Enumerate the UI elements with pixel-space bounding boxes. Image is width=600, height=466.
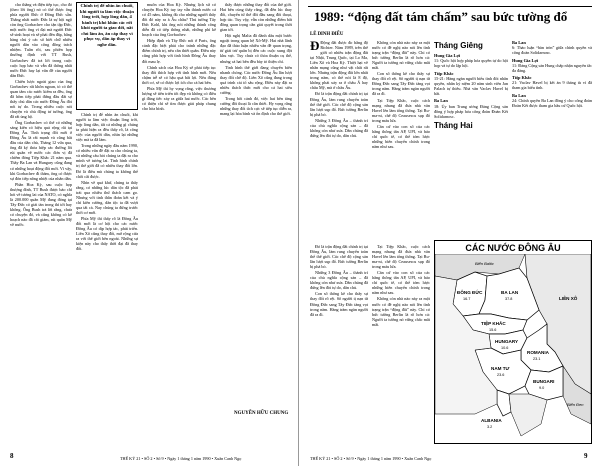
country-label-bulgaria: BUNGARI bbox=[533, 379, 555, 384]
entry-text: 11: Đảng Cộng sản Hung chấp nhận nguyên tắc đa đảng. bbox=[512, 62, 592, 73]
paragraph: Căn cứ vào con số của các hãng thông tấn AP, UPI, và báo chí quốc tế, có thể tóm lược những biến chuyển chính trong năm như sau. bbox=[372, 123, 430, 149]
paragraph: muốn cùa Hoa Kỳ. Nhưng lịch sử có chuyện Hoa Kỳ tuy tay vẫn thành nước cả có 45 năm, không đủ cho những người thấy đôi đó này ra à Âu chầu? Thủ tướng Tây Đức Kohl, khi ông nói những thành công diễn đã có tiếp thông nhất, những phí kế hoạch của ông Gorbachev. bbox=[142, 2, 216, 38]
month-heading: Tháng Hai bbox=[434, 120, 473, 130]
header-rule bbox=[308, 6, 592, 7]
paragraph: Nhìn về quá khứ, chúng ta thấy rằng, có những lúc dân tộc đã phải trải qua nhiều thử thách cam go. Nhưng với tinh thần đoàn kết và ý chí kiên cường, dân tộc ta đã vượt qua tất cả. Nay chúng ta đứng trước thời cơ mới. bbox=[76, 179, 138, 215]
population-yugoslavia: 23.6 bbox=[497, 373, 505, 377]
entry-text: 18: Ủy ban Trung ương Đảng Cộng sản đồng ý hợp pháp hóa công đoàn Đoàn Kết Solidarnosc. bbox=[434, 103, 508, 119]
population-romania: 23.1 bbox=[533, 357, 541, 361]
entry-text: 6: Thảo luận “bàn tròn” giữa chính quyền và công đoàn Solidarnosc. bbox=[512, 45, 592, 56]
paragraph: Chính sách của Hoa Kỳ sẽ phải tiếp tục thay đổi thích hợp với tình hình mới. Nếu chậm trễ sẽ có hậu quả bất lợi. Nếu đúng thời cơ, sẽ có được lợi ích cho cả hai bên. bbox=[142, 64, 216, 85]
paragraph: Đó là trận động đất chính trị tại Đông Âu, làm rung chuyển toàn thể thế giới. Các chế độ cộng sản lần lượt sụp đổ. Bức tường Berlin bị phá bỏ. bbox=[310, 91, 368, 117]
left-col-4 bbox=[220, 2, 292, 407]
country-label-czechoslovakia: TIỆP KHẮC bbox=[481, 321, 506, 326]
entry-place: Ba Lan bbox=[512, 92, 526, 98]
article-col-1-lower bbox=[310, 244, 368, 444]
left-col-2 bbox=[76, 112, 138, 444]
country-label-poland: BA LAN bbox=[501, 290, 519, 295]
entry-place: Ba Lan bbox=[434, 98, 448, 104]
paragraph: Phía Mỹ thì thấy rõ là Đông Âu đổi mới là cơ hội cho các nước Đông Âu có dịp hợp tác, phát triển. Liên Xô cũng thay đổi, mở rộng cửa ra với thế giới bên ngoài. Những sự kiện này cho thấy thời đại đã thay đổi. bbox=[76, 215, 138, 252]
entry-text: 11: Quốc hội hợp pháp hóa quyền tự do hội họp và tự do lập hội. bbox=[434, 58, 508, 69]
left-col-3 bbox=[142, 2, 216, 444]
paragraph: Những 3 Đông Âu – thành trì của chủ nghĩa cộng sản – đã không còn như xưa. Dân chúng đã đứng lên đòi tự do, dân chủ. bbox=[310, 117, 368, 138]
paragraph: cho thắng và điện tiếp tục, cho đó (theo lời ông) nó có thể được ông phía người Đức ở Đông Đức sẵn. Thắng nhất nước Đức là sự hội ngộ còn ông Gorbachev cho tận tập Đức, một nước ông vì đại mà người Đức sẽ sinh hoạt và sẽ phải đến đấp, bằng hàng chủ ý các số biết chữ nhiều người dân vào công đồng trách nhiệm. Tuần rồi, sau phiên họp thường định với TT Bush, Gorbachev đã trả lời trong cuộc cuộc họp báo và vẫn đã thống nhất nước Đức hay lại vấn đề của người dân Đức. bbox=[10, 2, 72, 78]
paragraph: Tại Tiệp Khắc, cuộc cách mạng nhung đã đưa nhà văn Havel lên làm tổng thống. Tại Ru-ma-ni, chế độ Ceausescu sụp đổ trong máu lửa. bbox=[372, 244, 430, 270]
entry-place: Hung Gia Lợi bbox=[512, 57, 539, 63]
paragraph: Trong bối cảnh đó, việc hai bên tăng cường đối thoại là cần thiết. Hy vọng rằng những thay đổi tích cực sẽ tiếp tục diễn ra, mang lại hòa bình và ổn định cho thế giới. bbox=[220, 95, 292, 116]
paragraph: Không còn nhà nào này ra một nước có đề nghị nào nói lên tình trạng trận “động đất” này. Chỉ có bức tường Berlin là rõ hơn cả: Người ta tưởng nó vững chắc mãi mãi. bbox=[372, 296, 430, 327]
page-number: 9 bbox=[584, 452, 588, 460]
entry-text: 24: Chính quyền Ba Lan đồng ý cho công đoàn Đoàn Kết được tham gia bầu cử Quốc hội. bbox=[512, 97, 592, 108]
country-label-ussr: LIÊN XÔ bbox=[559, 296, 578, 301]
sea-label-baltic: Biển Baltic bbox=[475, 261, 494, 266]
drop-cap: Đ bbox=[310, 40, 320, 53]
article-col-2 bbox=[372, 40, 430, 240]
entry-place: Tiệp Khắc bbox=[512, 75, 532, 80]
page-footer: THẾ KỶ 21 • SỐ 2 • Số 9 • Ngày 1 tháng 1 năm 1990 • Xuân Canh Ngọ bbox=[310, 456, 432, 461]
population-czechoslovakia: 15.6 bbox=[489, 328, 497, 332]
article-col-1 bbox=[310, 40, 368, 240]
sea-label-black: Biển Đen bbox=[567, 402, 584, 407]
left-col-1 bbox=[10, 2, 72, 444]
paragraph: Những 3 Đông Âu – thành trì của chủ nghĩa cộng sản – đã không còn như xưa. Dân chúng đã đứng lên đòi tự do, dân chủ. bbox=[310, 270, 368, 291]
paragraph: Phía Mỹ thì hy vọng rằng, việc thương lượng sẽ tiến triển tốt đẹp và không có điều gì đáng tiếc xảy ra giữa hai nước. Các bên có thiện chí sẽ tìm được giải pháp chung cho hòa bình. bbox=[142, 85, 216, 111]
author-signature: NGUYỄN HỮU CHUNG bbox=[234, 411, 289, 416]
paragraph: Trong những ngày đầu năm 1990, có nhiều vấn đề đặt ra cho chúng ta, và những câu hỏi chúng ta đặt ra cho mình về tương lai. Tình hình chính trị thế giới đã có nhiều thay đổi lớn. Đó là điều mà chúng ta không thể chối cãi được. bbox=[76, 143, 138, 179]
page-footer: THẾ KỶ 21 • SỐ 2 • Số 9 • Ngày 1 tháng 1 năm 1990 • Xuân Canh Ngọ bbox=[120, 456, 242, 461]
chronology-col-2 bbox=[512, 40, 592, 236]
paragraph: Đó là trận động đất chính trị tại Đông Âu, làm rung chuyển toàn thể thế giới. Các chế độ cộng sản lần lượt sụp đổ. Bức tường Berlin bị phá bỏ. bbox=[310, 244, 368, 270]
eastern-europe-map bbox=[434, 240, 592, 444]
left-page bbox=[0, 0, 299, 466]
entry-place: Ba Lan bbox=[512, 40, 526, 45]
paragraph: thấy được những thay đổi của thế giới. Hai bên cùng thấy rằng, đã đến lúc thay đổi, chuyển từ thế đối đầu sang đối thoại, hợp tác. Tuy vậy, vẫn còn những điểm bất đồng quan trọng cần giải quyết trong thời gian tới. bbox=[220, 2, 292, 33]
paragraph: Chiến lược ngoài giao của ông Gorbachev rất khôn ngoan, tỏ có thế quan tâm các nước kiểm ra đều, ông đã hôm tiếp phái đứng đầu đất sợ thấy chủ dân các nước Đông Âu đòi nói tự do. Trong nhiều cuộc nói chuyện và chủ động tư tưởng, ông đã rất ủng hộ. bbox=[10, 78, 72, 120]
paragraph: Hiệp định và Tây Đức nói ở Paris, ông cảnh đặc biệt phải cho tránh những đặc điểm chính trị, nếu cần thiết quân. Điều này cũng phù hợp với tình hình Đông Âu thay đổi mau lẹ. bbox=[142, 38, 216, 64]
paragraph-text: Động đất được đo bằng độ Richter. Năm 1989, trên thế giới có nhiều trận động đất tại Nhật, Trung Quốc, tại Lo Ma, Liên Xô và Hoa Kỳ. Thiệt hại về nhân mạng cũng như vật chất rất lớn. Nhưng trận động đất lớn nhất trong năm, có thể nói là 8 độ, không phải xảy ra ở châu Á hay châu Mỹ, mà ở châu Âu. bbox=[310, 40, 368, 91]
article-byline: LÊ DINH ĐIỂU bbox=[310, 32, 344, 37]
entry-place: Tiệp Khắc bbox=[434, 70, 454, 76]
paragraph: Không còn nhà nào này ra một nước có đề nghị nào nói lên tình trạng trận “động đất” này. Chỉ có bức tường Berlin là rõ hơn cả: Người ta tưởng nó vững chắc mãi mãi. bbox=[372, 40, 430, 71]
paragraph bbox=[310, 40, 368, 90]
right-page bbox=[300, 0, 600, 466]
map-title: CÁC NƯỚC ĐÔNG ÂU bbox=[465, 243, 561, 253]
paragraph: Phần Hoa Kỳ, sau cuộc họp thượng đỉnh, TT Bush được báo chí hỏi về tương lai của NATO, có nghĩa là 200.000 quân Mỹ đang đóng tại Tây Đức có giải tán trong thì tới hay không. Ông Bush trả lời rằng, chưa có chuyện đó, và cũng không có kế hoạch nào đã cắt giảm, rút quân Mỹ về nước. bbox=[10, 181, 72, 228]
article-headline: 1989: “động đất tám chấm” sau bức tường đổ bbox=[314, 9, 568, 24]
chronology-col-1 bbox=[434, 40, 508, 236]
country-label-east-germany: ĐÔNG ĐỨC bbox=[457, 290, 483, 295]
paragraph: Con số thống kê cho thấy sự thay đổi rõ rệt. Số người tị nạn từ Đông Đức sang Tây Đức tăng vọt trong năm. Hàng trăm ngàn người đã ra đi. bbox=[372, 71, 430, 97]
entry-text: 15-21: Hàng ngàn người biểu tình đòi nhân quyền, nhân kỷ niệm 20 năm sinh viên Jan Palach tự thiêu. Nhà văn Vaclav Havel bị bắt. bbox=[434, 75, 508, 97]
paragraph: Ông Gorbachev có thế có những sáng kiến có hiệu quả rộng rãi tại Đông Âu. Tình trạng đổi mới ở Đông Âu là rất mạnh và cũng bắt đầu của dân chủ, Tháng 12 vừa qua, ông đã ký thỏa hiệp các đường lối rút quân về nước các đơn vị đã chiếm đóng Tiệp Khắc 21 năm qua. Thầy Ba Lan và Hungary cũng đang có những hoạt động đổi mới. Vì vậy, khi Gorbachev đi thăm, ông có được sự đón tiếp nồng nhiệt của nhân dân. bbox=[10, 120, 72, 181]
country-label-romania: ROMANIA bbox=[527, 350, 549, 355]
paragraph: Tình hình thế giới đang chuyển biến nhanh chóng. Các nước Đông Âu lần lượt thay đổi chế độ. Liên Xô cũng đang trong quá trình cải tổ sâu rộng. Điều này đặt ra nhiều thách thức mới cho cả hai siêu cường. bbox=[220, 64, 292, 95]
paragraph: Căn cứ vào con số của các hãng thông tấn AP, UPI, và báo chí quốc tế, có thể tóm lược những biến chuyển chính trong năm như sau. bbox=[372, 270, 430, 296]
month-heading: Tháng Giêng bbox=[434, 41, 483, 50]
paragraph: Tại Tiệp Khắc, cuộc cách mạng nhung đã đưa nhà văn Havel lên làm tổng thống. Tại Ru-ma-ni, chế độ Ceausescu sụp đổ trong máu lửa. bbox=[372, 97, 430, 123]
article-col-2-lower bbox=[372, 244, 430, 444]
page-number: 8 bbox=[10, 452, 14, 460]
country-label-yugoslavia: NAM TƯ bbox=[491, 366, 510, 371]
pull-quote-text: Chính trị để nhìn ăn chuối, khi người ta làm việc thuận lòng trời, hợp lòng dân, 4 bành trị khó khăn các rời khỏi người ta giao dời, nắt chủ làm ăn, ăn cáp thay vì phục vụ, dân áp thay vì nghe dân. bbox=[80, 3, 134, 47]
country-label-albania: ALBANIA bbox=[481, 418, 502, 423]
pull-quote-box bbox=[76, 2, 138, 110]
population-albania: 3.2 bbox=[487, 425, 493, 429]
paragraph: Hội nghị Malta đã đánh dấu một bước ngoặt trong quan hệ Xô-Mỹ. Hai nhà lãnh đạo đã thảo luận nhiều vấn đề quan trọng, từ giải trừ quân bị đến các cuộc xung đột khu vực. Tuy chưa có thỏa thuận cụ thể, nhưng cả hai bên đều bày tỏ thiện chí. bbox=[220, 33, 292, 64]
population-poland: 37.8 bbox=[505, 297, 513, 301]
paragraph: Chính trị để nhìn ăn chuối, khi người ta làm việc thuận lòng trời, hợp lòng dân, tất cả những gì chúng ta phát hiện ra đều thấy rõ, là công việc của người dân, nhìn lại những việc mà ta đã làm. bbox=[76, 112, 138, 143]
map-graphic bbox=[435, 254, 591, 444]
population-hungary: 10.6 bbox=[501, 346, 509, 350]
population-bulgaria: 9.0 bbox=[539, 386, 545, 390]
population-east-germany: 16.7 bbox=[463, 297, 471, 301]
country-label-hungary: HUNGARY bbox=[495, 339, 519, 344]
entry-place: Hung Gia Lợi bbox=[434, 53, 461, 58]
paragraph: Con số thống kê cho thấy sự thay đổi rõ rệt. Số người tị nạn từ Đông Đức sang Tây Đức tăng vọt trong năm. Hàng trăm ngàn người đã ra đi. bbox=[310, 291, 368, 317]
entry-text: 21: Vaclav Havel bị kết án 9 tháng tù vì đã tham gia biểu tình. bbox=[512, 80, 592, 91]
